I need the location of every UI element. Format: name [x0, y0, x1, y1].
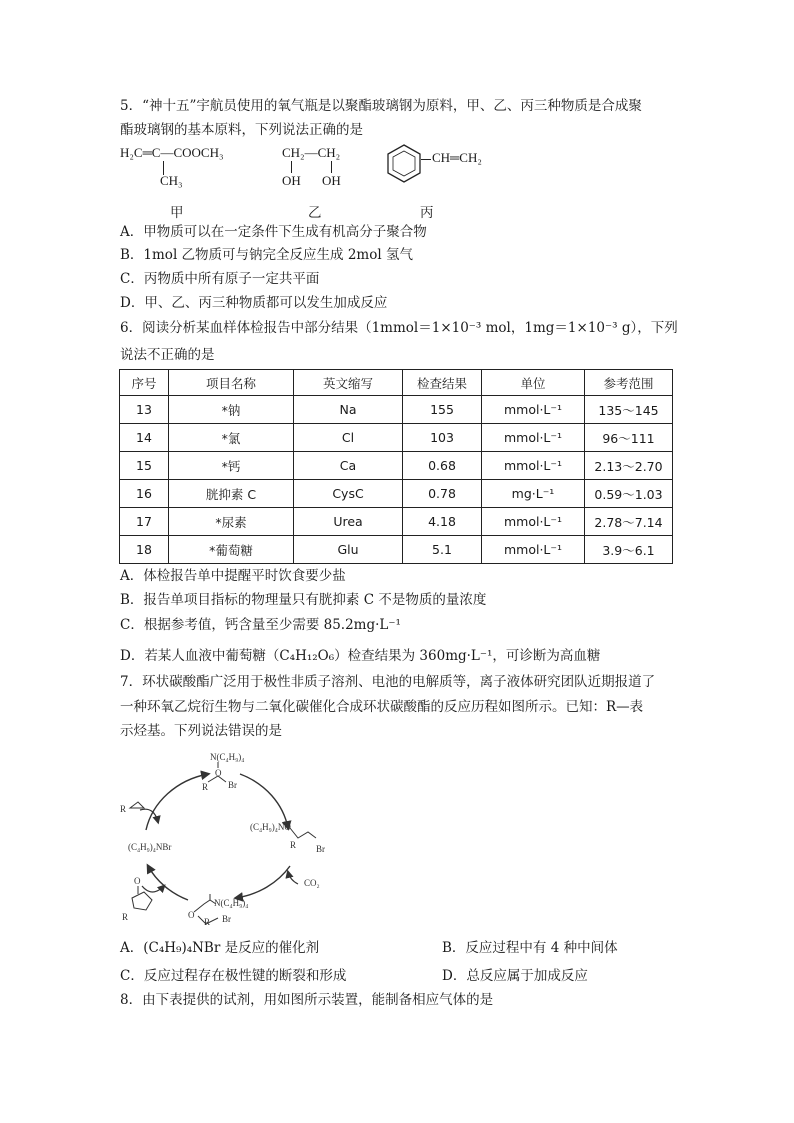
cell: 18 — [120, 536, 169, 564]
header-unit: 单位 — [482, 370, 585, 396]
table-row — [120, 508, 673, 536]
cell: mmol·L⁻¹ — [482, 508, 585, 536]
q7-option-b: B．反应过程中有 4 种中间体 — [442, 940, 618, 956]
cell: mg·L⁻¹ — [482, 480, 585, 508]
cell: CysC — [294, 480, 403, 508]
q5-stem-line2: 酯玻璃钢的基本原料，下列说法正确的是 — [120, 122, 363, 138]
bottom-r-label: R — [204, 917, 211, 926]
q7-stem-line1: 7．环状碳酸酯广泛用于极性非质子溶剂、电池的电解质等，离子液体研究团队近期报道了 — [120, 674, 656, 690]
benzene-ring-icon — [386, 143, 422, 185]
q6-option-d: D．若某人血液中葡萄糖（C₄H₁₂O₆）检查结果为 360mg·L⁻¹，可诊断为高血糖 — [120, 648, 601, 664]
bond-line — [421, 159, 431, 160]
cell: 4.18 — [403, 508, 482, 536]
q5-option-b: B．1mol 乙物质可与钠完全反应生成 2mol 氢气 — [120, 247, 413, 263]
header-reference-range: 参考范围 — [585, 370, 673, 396]
header-item-name: 项目名称 — [169, 370, 294, 396]
bond-line — [291, 161, 292, 173]
cell: 13 — [120, 396, 169, 424]
cell: *钙 — [169, 452, 294, 480]
cell: mmol·L⁻¹ — [482, 424, 585, 452]
molecule-bing-formula: CH═CH₂ — [432, 150, 482, 165]
molecule-jia-substituent: CH₃ — [160, 173, 183, 188]
table-row — [120, 424, 673, 452]
q7-stem-line3: 示烃基。下列说法错误的是 — [120, 723, 282, 739]
header-result: 检查结果 — [403, 370, 482, 396]
cell: 0.59～1.03 — [585, 480, 673, 508]
molecule-jia-formula: H₂C═C—COOCH₃ — [120, 145, 224, 160]
header-index: 序号 — [120, 370, 169, 396]
cell: 0.68 — [403, 452, 482, 480]
cell: 胱抑素 C — [169, 480, 294, 508]
bottom-oxygen-label: O — [188, 910, 195, 920]
top-r-label: R — [202, 782, 209, 792]
q5-stem-line1: 5．“神十五”宇航员使用的氧气瓶是以聚酯玻璃钢为原料，甲、乙、丙三种物质是合成聚 — [120, 98, 642, 114]
q6-option-b: B．报告单项目指标的物理量只有胱抑素 C 不是物质的量浓度 — [120, 592, 487, 608]
q6-stem-line2: 说法不正确的是 — [120, 347, 215, 363]
carbonate-r-label: R — [122, 912, 129, 922]
bond-line — [290, 828, 316, 838]
cell: Urea — [294, 508, 403, 536]
product-output-arrow — [142, 886, 164, 892]
top-oxygen-label: O — [215, 768, 222, 778]
cell: *葡萄糖 — [169, 536, 294, 564]
cell: 14 — [120, 424, 169, 452]
table-row — [120, 452, 673, 480]
table-header-row — [120, 370, 673, 396]
cell: 0.78 — [403, 480, 482, 508]
molecule-yi-formula: CH₂—CH₂ — [282, 145, 341, 160]
cycle-arrow — [148, 866, 188, 900]
cycle-arrow — [236, 866, 290, 898]
right-r-label: R — [290, 840, 297, 850]
cell: 16 — [120, 480, 169, 508]
cell: 5.1 — [403, 536, 482, 564]
header-abbreviation: 英文缩写 — [294, 370, 403, 396]
catalyst-label: (C₄H₉)₄NBr — [128, 842, 172, 852]
q7-option-c: C．反应过程存在极性键的断裂和形成 — [120, 968, 347, 984]
q6-stem-line1: 6．阅读分析某血样体检报告中部分结果（1mmol＝1×10⁻³ mol，1mg＝1×10⁻³ g），下列 — [120, 320, 678, 336]
molecule-yi — [282, 145, 341, 188]
right-br-label: Br — [316, 844, 325, 854]
molecule-yi-oh2: OH — [322, 173, 341, 188]
cell: 3.9～6.1 — [585, 536, 673, 564]
co2-input-arrow — [288, 872, 298, 884]
epoxide-r-label: R — [120, 804, 127, 814]
molecule-yi-oh1: OH — [282, 173, 301, 188]
top-br-label: Br — [228, 780, 237, 790]
cycle-arrow — [146, 774, 208, 830]
catalytic-cycle-diagram — [118, 748, 338, 926]
q6-option-c: C．根据参考值，钙含量至少需要 85.2mg·L⁻¹ — [120, 617, 401, 633]
bottom-ammonium-label: N(C₄H₉)₄ — [214, 898, 249, 908]
co2-label: CO₂ — [304, 878, 320, 888]
molecule-jia-label: 甲 — [170, 205, 184, 221]
cyclic-carbonate-ring-icon — [132, 892, 152, 910]
q5-option-a: A．甲物质可以在一定条件下生成有机高分子聚合物 — [120, 224, 427, 240]
table-row — [120, 396, 673, 424]
cell: mmol·L⁻¹ — [482, 396, 585, 424]
q5-option-c: C．丙物质中所有原子一定共平面 — [120, 271, 320, 287]
q5-option-d: D．甲、乙、丙三种物质都可以发生加成反应 — [120, 295, 388, 311]
top-ammonium-label: N(C₄H₉)₄ — [210, 752, 245, 762]
cell: 15 — [120, 452, 169, 480]
cell: *尿素 — [169, 508, 294, 536]
molecule-jia — [120, 145, 224, 188]
cell: 2.78～7.14 — [585, 508, 673, 536]
q7-option-a: A．(C₄H₉)₄NBr 是反应的催化剂 — [120, 940, 320, 956]
cell: 103 — [403, 424, 482, 452]
cell: 155 — [403, 396, 482, 424]
cell: Cl — [294, 424, 403, 452]
table-row — [120, 480, 673, 508]
cell: *氯 — [169, 424, 294, 452]
table-row — [120, 536, 673, 564]
molecule-bing-label: 丙 — [420, 205, 434, 221]
cycle-arrow — [240, 774, 288, 828]
q6-option-a: A．体检报告单中提醒平时饮食要少盐 — [120, 568, 346, 584]
cell: mmol·L⁻¹ — [482, 536, 585, 564]
carbonate-oxygen-label: O — [134, 876, 141, 886]
right-alkoxide-label: (C₄H₉)₄NO — [250, 822, 291, 832]
q7-stem-line2: 一种环氧乙烷衍生物与二氧化碳催化合成环状碳酸酯的反应历程如图所示。已知：R—表 — [120, 699, 644, 715]
molecule-yi-label: 乙 — [308, 205, 322, 221]
cell: *钠 — [169, 396, 294, 424]
cell: 2.13～2.70 — [585, 452, 673, 480]
bond-line — [208, 776, 226, 782]
q7-option-d: D．总反应属于加成反应 — [442, 968, 588, 984]
epoxide-ring-icon — [130, 802, 144, 808]
blood-test-table — [119, 369, 673, 564]
cell: mmol·L⁻¹ — [482, 452, 585, 480]
cell: Na — [294, 396, 403, 424]
bottom-br-label: Br — [222, 914, 231, 924]
cell: 135～145 — [585, 396, 673, 424]
bond-line — [331, 161, 332, 173]
cell: 17 — [120, 508, 169, 536]
cell: 96～111 — [585, 424, 673, 452]
q8-stem: 8．由下表提供的试剂，用如图所示装置，能制备相应气体的是 — [120, 992, 494, 1008]
cell: Glu — [294, 536, 403, 564]
cell: Ca — [294, 452, 403, 480]
bond-line — [194, 900, 216, 912]
